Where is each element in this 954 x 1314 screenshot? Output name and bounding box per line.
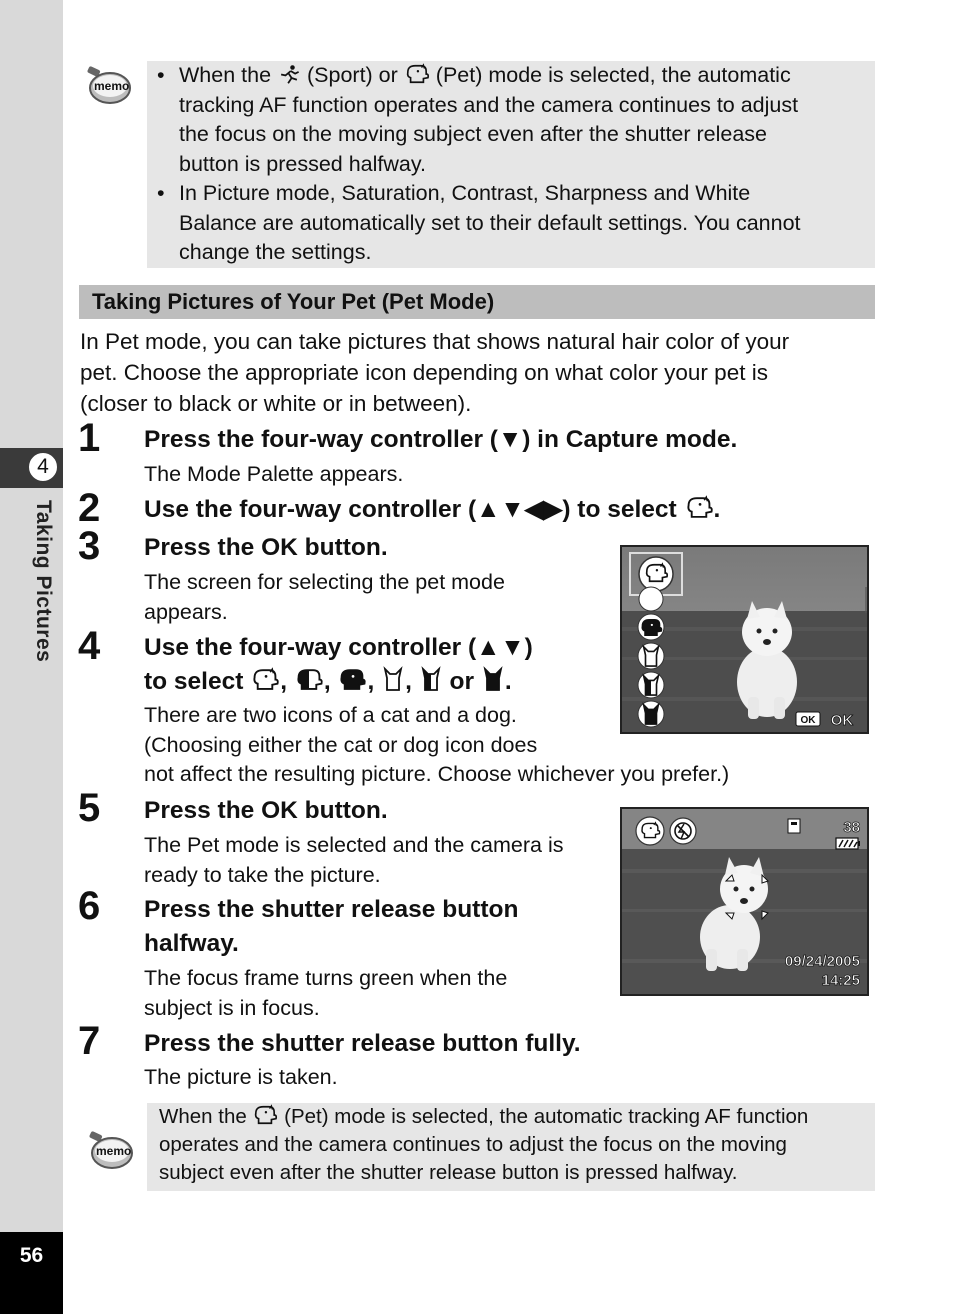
step-6-number: 6	[78, 884, 101, 928]
cat-white-icon	[381, 666, 405, 692]
step-1-heading: Press the four-way controller (▼) in Capture mode.	[144, 426, 738, 453]
step-4-heading-line2: to select , , , , or .	[144, 668, 512, 695]
memo-bullet-1: • When the (Sport) or (Pet) mode is selected, the automatic tracking AF function operates and the camera continues to adjust the focus on the moving subject even after the shutter release button is pressed halfway.	[147, 61, 875, 179]
step-7-number: 7	[78, 1019, 101, 1063]
intro-paragraph: In Pet mode, you can take pictures that shows natural hair color of your pet. Choose the appropriate icon depending on what color your pet is (closer to black or white or in between).	[80, 329, 790, 416]
step-1-body: The Mode Palette appears.	[144, 462, 404, 486]
page-number: 56	[19, 1244, 44, 1267]
shots-remaining: 38	[843, 819, 860, 836]
ok-key-badge: OK	[800, 715, 816, 726]
memo-note-bottom	[147, 1103, 875, 1191]
battery-icon	[836, 838, 860, 849]
cat-black-icon	[481, 666, 505, 692]
section-title: Taking Pictures of Your Pet (Pet Mode)	[92, 289, 495, 314]
pet-capture-screen	[620, 807, 869, 996]
memo-icon-label: memo	[94, 79, 130, 93]
step-3-body: The screen for selecting the pet mode appears.	[144, 570, 505, 624]
dog-white-icon	[250, 667, 280, 692]
memo-bullet-2: • In Picture mode, Saturation, Contrast, Sharpness and White Balance are automatically set to their default settings. You cannot change the settings.	[147, 179, 875, 268]
date-stamp: 09/24/2005	[784, 953, 860, 970]
memo-icon-label: memo	[96, 1144, 132, 1158]
step-2-heading: Use the four-way controller (▲▼◀▶) to select .	[144, 496, 721, 523]
step-4-body: There are two icons of a cat and a dog. (Choosing either the cat or dog icon does not affect the resulting picture. Choose whichever you prefer.)	[144, 703, 730, 786]
step-5-heading: Press the OK button.	[144, 797, 388, 824]
pet-mode-icon	[404, 63, 430, 85]
memo-note-top	[147, 61, 875, 268]
chapter-title: Taking Pictures	[32, 500, 55, 663]
memory-card-icon	[788, 819, 800, 833]
step-1-number: 1	[78, 416, 101, 460]
memo-icon	[86, 1131, 134, 1171]
ok-label: OK	[830, 712, 854, 729]
memo-bottom-line-1: When the (Pet) mode is selected, the automatic tracking AF function	[159, 1105, 809, 1128]
step-4-heading-line1: Use the four-way controller (▲▼)	[144, 634, 533, 661]
step-2-number: 2	[78, 486, 101, 530]
step-5-body: The Pet mode is selected and the camera is ready to take the picture.	[144, 833, 564, 887]
memo-icon	[84, 66, 132, 106]
sport-mode-icon	[277, 64, 301, 85]
memo-bottom-line-3: subject even after the shutter release button is pressed halfway.	[159, 1161, 738, 1184]
chapter-number: 4	[27, 451, 59, 483]
cat-gray-icon	[419, 666, 443, 692]
pet-mode-icon	[252, 1104, 278, 1126]
dog-black-icon	[337, 667, 367, 692]
step-4-number: 4	[78, 624, 101, 668]
memo-bottom-line-2: operates and the camera continues to adjust the focus on the moving	[159, 1133, 787, 1156]
pet-mode-icon	[684, 495, 714, 520]
pet-capture-screen-image	[622, 809, 869, 996]
step-5-number: 5	[78, 786, 101, 830]
dog-gray-icon	[294, 667, 324, 692]
step-3-number: 3	[78, 524, 101, 568]
time-stamp: 14:25	[821, 972, 860, 989]
step-3-heading: Press the OK button.	[144, 534, 388, 561]
step-7-body: The picture is taken.	[144, 1065, 338, 1089]
step-7-heading: Press the shutter release button fully.	[144, 1030, 581, 1057]
step-6-body: The focus frame turns green when the subject is in focus.	[144, 966, 508, 1020]
step-6-heading: Press the shutter release button halfway.	[144, 896, 519, 957]
